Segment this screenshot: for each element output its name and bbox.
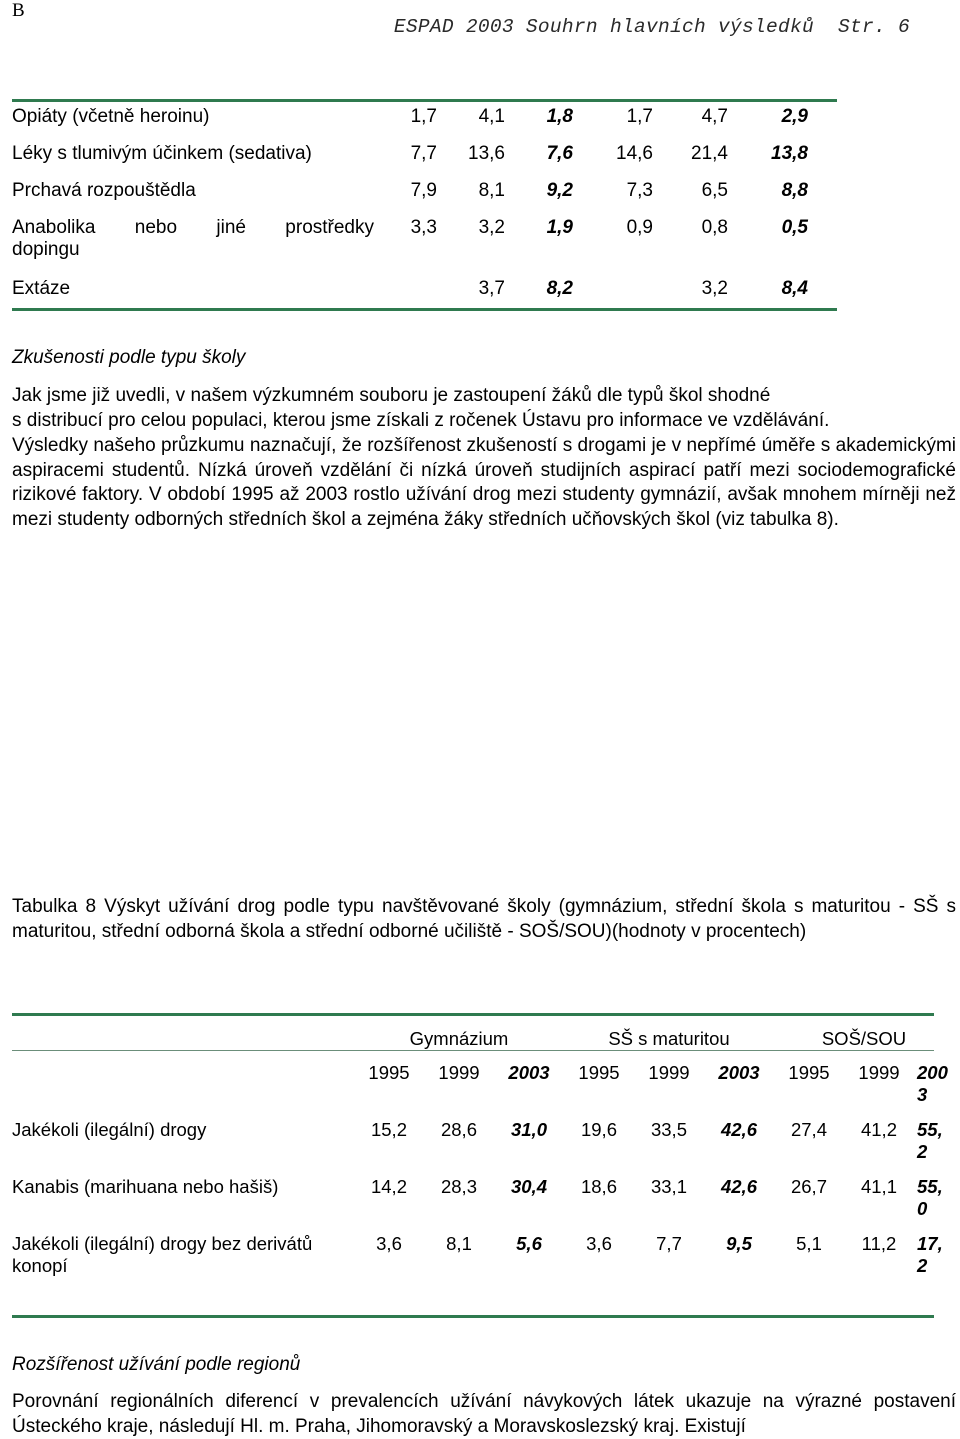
empty-cell (12, 1062, 354, 1119)
cell: 4,7 (701, 106, 728, 127)
cell: 28,3 (440, 1176, 477, 1197)
cell: 26,7 (790, 1176, 827, 1197)
group-header: SOŠ/SOU (821, 1028, 907, 1049)
section-heading-school-type: Zkušenosti podle typu školy (12, 347, 246, 368)
year-header: 1999 (858, 1062, 900, 1083)
cell: 2,9 (781, 106, 808, 127)
table-row (12, 106, 808, 143)
cell: 9,2 (546, 180, 573, 201)
cell: 7,9 (410, 180, 437, 201)
cell: 19,6 (580, 1119, 617, 1140)
cell: 0,9 (626, 217, 653, 238)
cell: 3,2 (478, 217, 505, 238)
row-label: Léky s tlumivým účinkem (sedativa) (12, 143, 312, 164)
cell (914, 1119, 954, 1176)
table-row (12, 1176, 954, 1233)
group-header: Gymnázium (409, 1028, 509, 1049)
cell: 18,6 (580, 1176, 617, 1197)
row-label: Opiáty (včetně heroinu) (12, 106, 210, 127)
cell: 21,4 (691, 143, 728, 164)
table-row (12, 143, 808, 180)
paragraph: Výsledky našeho průzkumu naznačují, že rozšířenost zkušeností s drogami je v nepřímé úměře s akademickými aspiracemi studentů. Nízká úroveň vzdělání či nízká úroveň studijních aspirací patří mezi sociodemografické rizikové faktory. V období 1995 až 2003 rostlo užívání drog mezi studenty gymnázií, avšak mnohem mírněji než mezi studenty odborných středních škol a zejména žáky středních učňovských škol (viz tabulka 8). (12, 435, 956, 530)
school-type-table (12, 1028, 954, 1290)
cell: 3,6 (586, 1233, 612, 1254)
label-word: nebo (134, 217, 178, 238)
cell: 7,7 (656, 1233, 682, 1254)
cell: 13,6 (468, 143, 505, 164)
row-label: Jakékoli (ilegální) drogy bez derivátů konopí (12, 1233, 313, 1276)
cell: 33,1 (650, 1176, 687, 1197)
cell: 42,6 (720, 1176, 757, 1197)
label-word: prostředky (285, 217, 374, 238)
prevalence-table (12, 106, 808, 315)
table8-bottom-rule (12, 1315, 934, 1318)
cell: 0,5 (781, 217, 808, 238)
table-row (12, 1028, 954, 1062)
cell: 41,2 (860, 1119, 897, 1140)
cell: 13,8 (771, 143, 808, 164)
table-row (12, 1233, 954, 1290)
cell: 5,6 (516, 1233, 542, 1254)
row-label: Prchavá rozpouštědla (12, 180, 196, 201)
label-word: jiné (216, 217, 246, 238)
corner-letter: B (12, 0, 25, 21)
paragraph-line: Jak jsme již uvedli, v našem výzkumném souboru je zastoupení žáků dle typů škol shodné (12, 385, 771, 406)
cell: 7,6 (546, 143, 573, 164)
table8-top-rule (12, 1013, 934, 1016)
cell: 7,3 (626, 180, 653, 201)
cell: 0,8 (701, 217, 728, 238)
page-header: ESPAD 2003 Souhrn hlavních výsledků Str. 6 (393, 16, 910, 38)
cell-text: 17,2 (917, 1233, 943, 1276)
cell: 6,5 (701, 180, 728, 201)
row-label: Extáze (12, 278, 71, 299)
cell: 3,7 (478, 278, 505, 299)
table-row (12, 180, 808, 217)
cell: 27,4 (790, 1119, 827, 1140)
section-heading-regions: Rozšířenost užívání podle regionů (12, 1354, 301, 1375)
year-header: 1995 (578, 1062, 620, 1083)
year-header: 1995 (788, 1062, 830, 1083)
table1-top-rule (12, 99, 837, 102)
cell: 8,1 (478, 180, 505, 201)
cell-text: 2003 (917, 1062, 948, 1105)
year-header: 1999 (648, 1062, 690, 1083)
year-header: 2003 (508, 1062, 550, 1083)
cell: 8,4 (781, 278, 808, 299)
table-row (12, 217, 808, 278)
year-header: 2003 (718, 1062, 760, 1083)
row-label: Kanabis (marihuana nebo hašiš) (12, 1176, 279, 1197)
cell: 14,6 (616, 143, 653, 164)
cell: 8,2 (546, 278, 573, 299)
table1-bottom-rule (12, 308, 837, 311)
cell: 41,1 (860, 1176, 897, 1197)
cell: 3,3 (410, 217, 437, 238)
year-header (914, 1062, 954, 1119)
cell: 14,2 (370, 1176, 407, 1197)
cell: 3,2 (701, 278, 728, 299)
cell: 5,1 (796, 1233, 822, 1254)
row-label (12, 217, 374, 278)
cell: 31,0 (510, 1119, 547, 1140)
year-header: 1995 (368, 1062, 410, 1083)
cell: 42,6 (720, 1119, 757, 1140)
paragraph-line: s distribucí pro celou populaci, kterou jsme získali z ročenek Ústavu pro informace ve vzdělávání. (12, 410, 830, 431)
cell: 15,2 (370, 1119, 407, 1140)
cell (914, 1233, 954, 1290)
row-label-line1 (12, 217, 374, 239)
cell: 7,7 (410, 143, 437, 164)
table8-caption: Tabulka 8 Výskyt užívání drog podle typu navštěvované školy (gymnázium, střední škola s maturitou - SŠ s maturitou, střední odborná škola a střední odborné učiliště - SOŠ/SOU)(hodnoty v procentech) (12, 896, 956, 942)
group-header: SŠ s maturitou (608, 1028, 730, 1049)
cell: 11,2 (861, 1233, 897, 1254)
row-label: Jakékoli (ilegální) drogy (12, 1119, 207, 1140)
cell: 30,4 (510, 1176, 547, 1197)
cell (914, 1176, 954, 1233)
cell: 28,6 (440, 1119, 477, 1140)
paragraph: Porovnání regionálních diferencí v prevalencích užívání návykových látek ukazuje na výrazné postavení Ústeckého kraje, následují Hl. m. Praha, Jihomoravský a Moravskoslezský kraj. Existují (12, 1391, 956, 1437)
cell: 8,1 (446, 1233, 472, 1254)
cell: 4,1 (478, 106, 505, 127)
cell-text: 55,2 (917, 1119, 943, 1162)
cell: 1,9 (546, 217, 573, 238)
table-row (12, 1062, 954, 1119)
cell: 1,8 (546, 106, 573, 127)
cell: 1,7 (410, 106, 437, 127)
row-label-line2: dopingu (12, 239, 80, 260)
year-header: 1999 (438, 1062, 480, 1083)
label-word: Anabolika (12, 217, 96, 238)
cell: 33,5 (650, 1119, 687, 1140)
cell: 1,7 (626, 106, 653, 127)
empty-cell (12, 1028, 354, 1062)
cell: 9,5 (726, 1233, 752, 1254)
table-row (12, 1119, 954, 1176)
cell-text: 55,0 (917, 1176, 943, 1219)
cell: 8,8 (781, 180, 808, 201)
cell: 3,6 (376, 1233, 402, 1254)
